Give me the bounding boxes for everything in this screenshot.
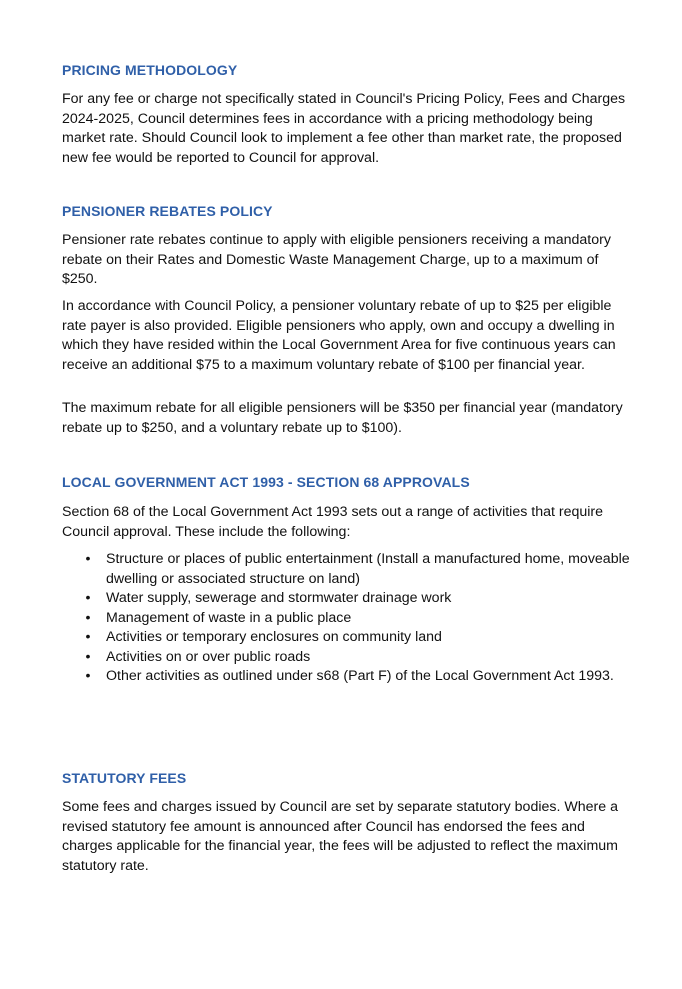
list-item bbox=[62, 589, 632, 609]
list-item bbox=[62, 628, 632, 648]
bullet-icon: • bbox=[85, 648, 91, 665]
statutory-fees-heading: STATUTORY FEES bbox=[62, 770, 187, 786]
pricing-methodology-paragraph: For any fee or charge not specifically stated in Council's Pricing Policy, Fees and Charges 2024-2025, Council determines fees in accordance with a pricing methodology being market rate. Should Council look to implement a fee other than market rate, the proposed new fee would be reported to Council for approval. bbox=[62, 91, 626, 166]
list-item bbox=[62, 609, 632, 629]
list-item-text: Activities on or over public roads bbox=[106, 648, 311, 665]
list-item-text: Water supply, sewerage and stormwater drainage work bbox=[106, 590, 452, 606]
pensioner-rebates-paragraph-2: In accordance with Council Policy, a pensioner voluntary rebate of up to $25 per eligible rate payer is also provided. Eligible pensioners who apply, own and occupy a dwelling in which they have resided within the Local Government Area for five continuous years can receive an additional $75 to a maximum voluntary rebate of $100 per financial year. bbox=[62, 298, 616, 373]
bullet-icon: • bbox=[85, 609, 91, 626]
pricing-methodology-heading: PRICING METHODOLOGY bbox=[62, 62, 238, 78]
bullet-icon: • bbox=[85, 551, 91, 567]
statutory-fees-paragraph: Some fees and charges issued by Council are set by separate statutory bodies. Where a revised statutory fee amount is announced after Council has endorsed the fees and charges applicable for the financial year, the fees will be adjusted to reflect the maximum statutory rate. bbox=[62, 799, 618, 874]
list-item-text: Other activities as outlined under s68 (Part F) of the Local Government Act 1993. bbox=[106, 668, 614, 684]
pensioner-rebates-paragraph-1: Pensioner rate rebates continue to apply with eligible pensioners receiving a mandatory rebate on their Rates and Domestic Waste Management Charge, up to a maximum of $250. bbox=[62, 232, 611, 287]
list-item-text: Management of waste in a public place bbox=[106, 609, 352, 626]
list-item-text: Structure or places of public entertainment (Install a manufactured home, moveable dwelling or associated structure on land) bbox=[106, 551, 630, 587]
list-item bbox=[62, 648, 632, 668]
list-item bbox=[62, 667, 632, 687]
list-item-text: Activities or temporary enclosures on community land bbox=[106, 629, 442, 645]
bullet-icon: • bbox=[85, 668, 91, 684]
bullet-icon: • bbox=[85, 590, 91, 606]
section-68-intro: Section 68 of the Local Government Act 1993 sets out a range of activities that require Council approval. These include the following: bbox=[62, 504, 604, 540]
pensioner-rebates-heading: PENSIONER REBATES POLICY bbox=[62, 203, 273, 219]
list-item bbox=[62, 550, 632, 589]
bullet-icon: • bbox=[85, 629, 91, 645]
section-68-heading: LOCAL GOVERNMENT ACT 1993 - SECTION 68 APPROVALS bbox=[62, 474, 470, 490]
pensioner-rebates-paragraph-3: The maximum rebate for all eligible pensioners will be $350 per financial year (mandatory rebate up to $250, and a voluntary rebate up to $100). bbox=[62, 400, 623, 436]
section-68-activity-list bbox=[62, 550, 632, 687]
